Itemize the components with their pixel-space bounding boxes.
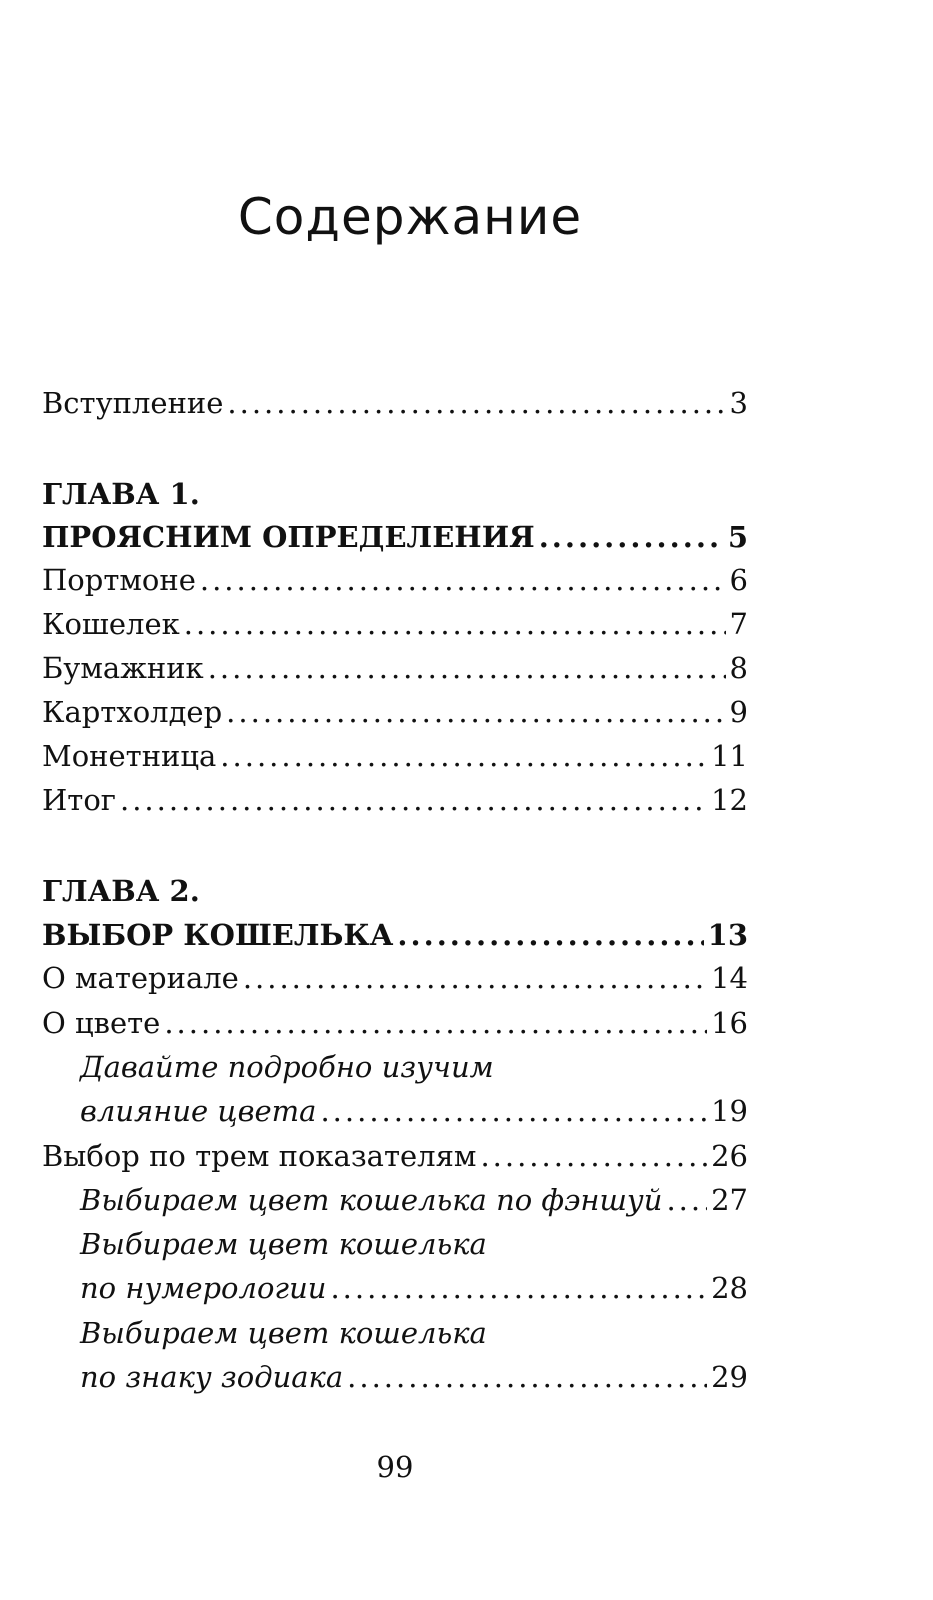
toc-entry-page: 28: [711, 1271, 748, 1305]
toc-entry-label: по нумерологии: [80, 1271, 327, 1305]
toc-entry-page: 16: [711, 1006, 748, 1040]
toc-entry-label: Выбор по трем показателям: [42, 1139, 477, 1173]
toc-chapter-1-title: [42, 517, 748, 557]
toc-entry-label: Бумажник: [42, 651, 204, 685]
toc-entry-label: Портмоне: [42, 563, 196, 597]
toc-entry-label: ВЫБОР КОШЕЛЬКА: [42, 918, 394, 952]
dot-leader: [330, 1268, 707, 1308]
dot-leader: [320, 1091, 707, 1131]
toc-entry: [42, 1003, 748, 1043]
toc-entry-page: 14: [711, 961, 748, 995]
toc-entry-label: ПРОЯСНИМ ОПРЕДЕЛЕНИЯ: [42, 520, 535, 554]
dot-leader: [184, 604, 726, 644]
toc-entry: [42, 736, 748, 776]
toc-entry-page: 7: [729, 607, 748, 641]
chapter-1-heading: ГЛАВА 1.: [42, 477, 200, 511]
toc-entry: [42, 692, 748, 732]
dot-leader: [243, 958, 707, 998]
toc-entry-page: 3: [729, 386, 748, 420]
toc-entry-page: 5: [727, 520, 748, 554]
page-number: 99: [376, 1450, 414, 1484]
dot-leader: [480, 1136, 707, 1176]
toc-subentry: [42, 1268, 748, 1308]
toc-entry: [42, 1136, 748, 1176]
page-title: Содержание: [237, 188, 583, 246]
dot-leader: [397, 915, 703, 955]
toc-entry-page: 6: [729, 563, 748, 597]
dot-leader: [347, 1357, 707, 1397]
toc-chapter-2-title: [42, 915, 748, 955]
dot-leader: [208, 648, 726, 688]
dot-leader: [200, 560, 726, 600]
toc-entry-label: Кошелек: [42, 607, 180, 641]
toc-entry-label: Выбираем цвет кошелька по фэншуй: [80, 1183, 663, 1217]
toc-entry-page: 13: [707, 918, 748, 952]
toc-entry-label: О материале: [42, 961, 239, 995]
toc-entry-page: 8: [729, 651, 748, 685]
toc-entry-label: Вступление: [42, 386, 224, 420]
toc-entry-label: Монетница: [42, 739, 217, 773]
toc-entry: [42, 648, 748, 688]
dot-leader: [227, 383, 725, 423]
toc-entry-page: 11: [711, 739, 748, 773]
dot-leader: [226, 692, 725, 732]
toc-entry-label: влияние цвета: [80, 1094, 317, 1128]
toc-entry-page: 12: [711, 783, 748, 817]
toc-entry-page: 26: [711, 1139, 748, 1173]
toc-subentry: [42, 1180, 748, 1220]
dot-leader: [666, 1180, 707, 1220]
toc-entry-label: Картхолдер: [42, 695, 223, 729]
dot-leader: [539, 517, 724, 557]
toc-subentry: [42, 1091, 748, 1131]
dot-leader: [120, 780, 707, 820]
toc-entry-page: 19: [711, 1094, 748, 1128]
toc-entry: [42, 604, 748, 644]
toc-entry-page: 29: [711, 1360, 748, 1394]
toc-entry: [42, 780, 748, 820]
toc-entry-page: 9: [729, 695, 748, 729]
toc-entry-label: Итог: [42, 783, 116, 817]
toc-entry: [42, 560, 748, 600]
toc-entry-page: 27: [711, 1183, 748, 1217]
toc-entry-label: О цвете: [42, 1006, 161, 1040]
toc-subentry-first-line: Выбираем цвет кошелька: [80, 1227, 487, 1261]
dot-leader: [220, 736, 707, 776]
toc-entry-intro: [42, 383, 748, 423]
toc-subentry: [42, 1357, 748, 1397]
toc-entry: [42, 958, 748, 998]
toc-subentry-first-line: Давайте подробно изучим: [80, 1050, 494, 1084]
toc-entry-label: по знаку зодиака: [80, 1360, 344, 1394]
toc-subentry-first-line: Выбираем цвет кошелька: [80, 1316, 487, 1350]
chapter-2-heading: ГЛАВА 2.: [42, 874, 200, 908]
dot-leader: [164, 1003, 707, 1043]
